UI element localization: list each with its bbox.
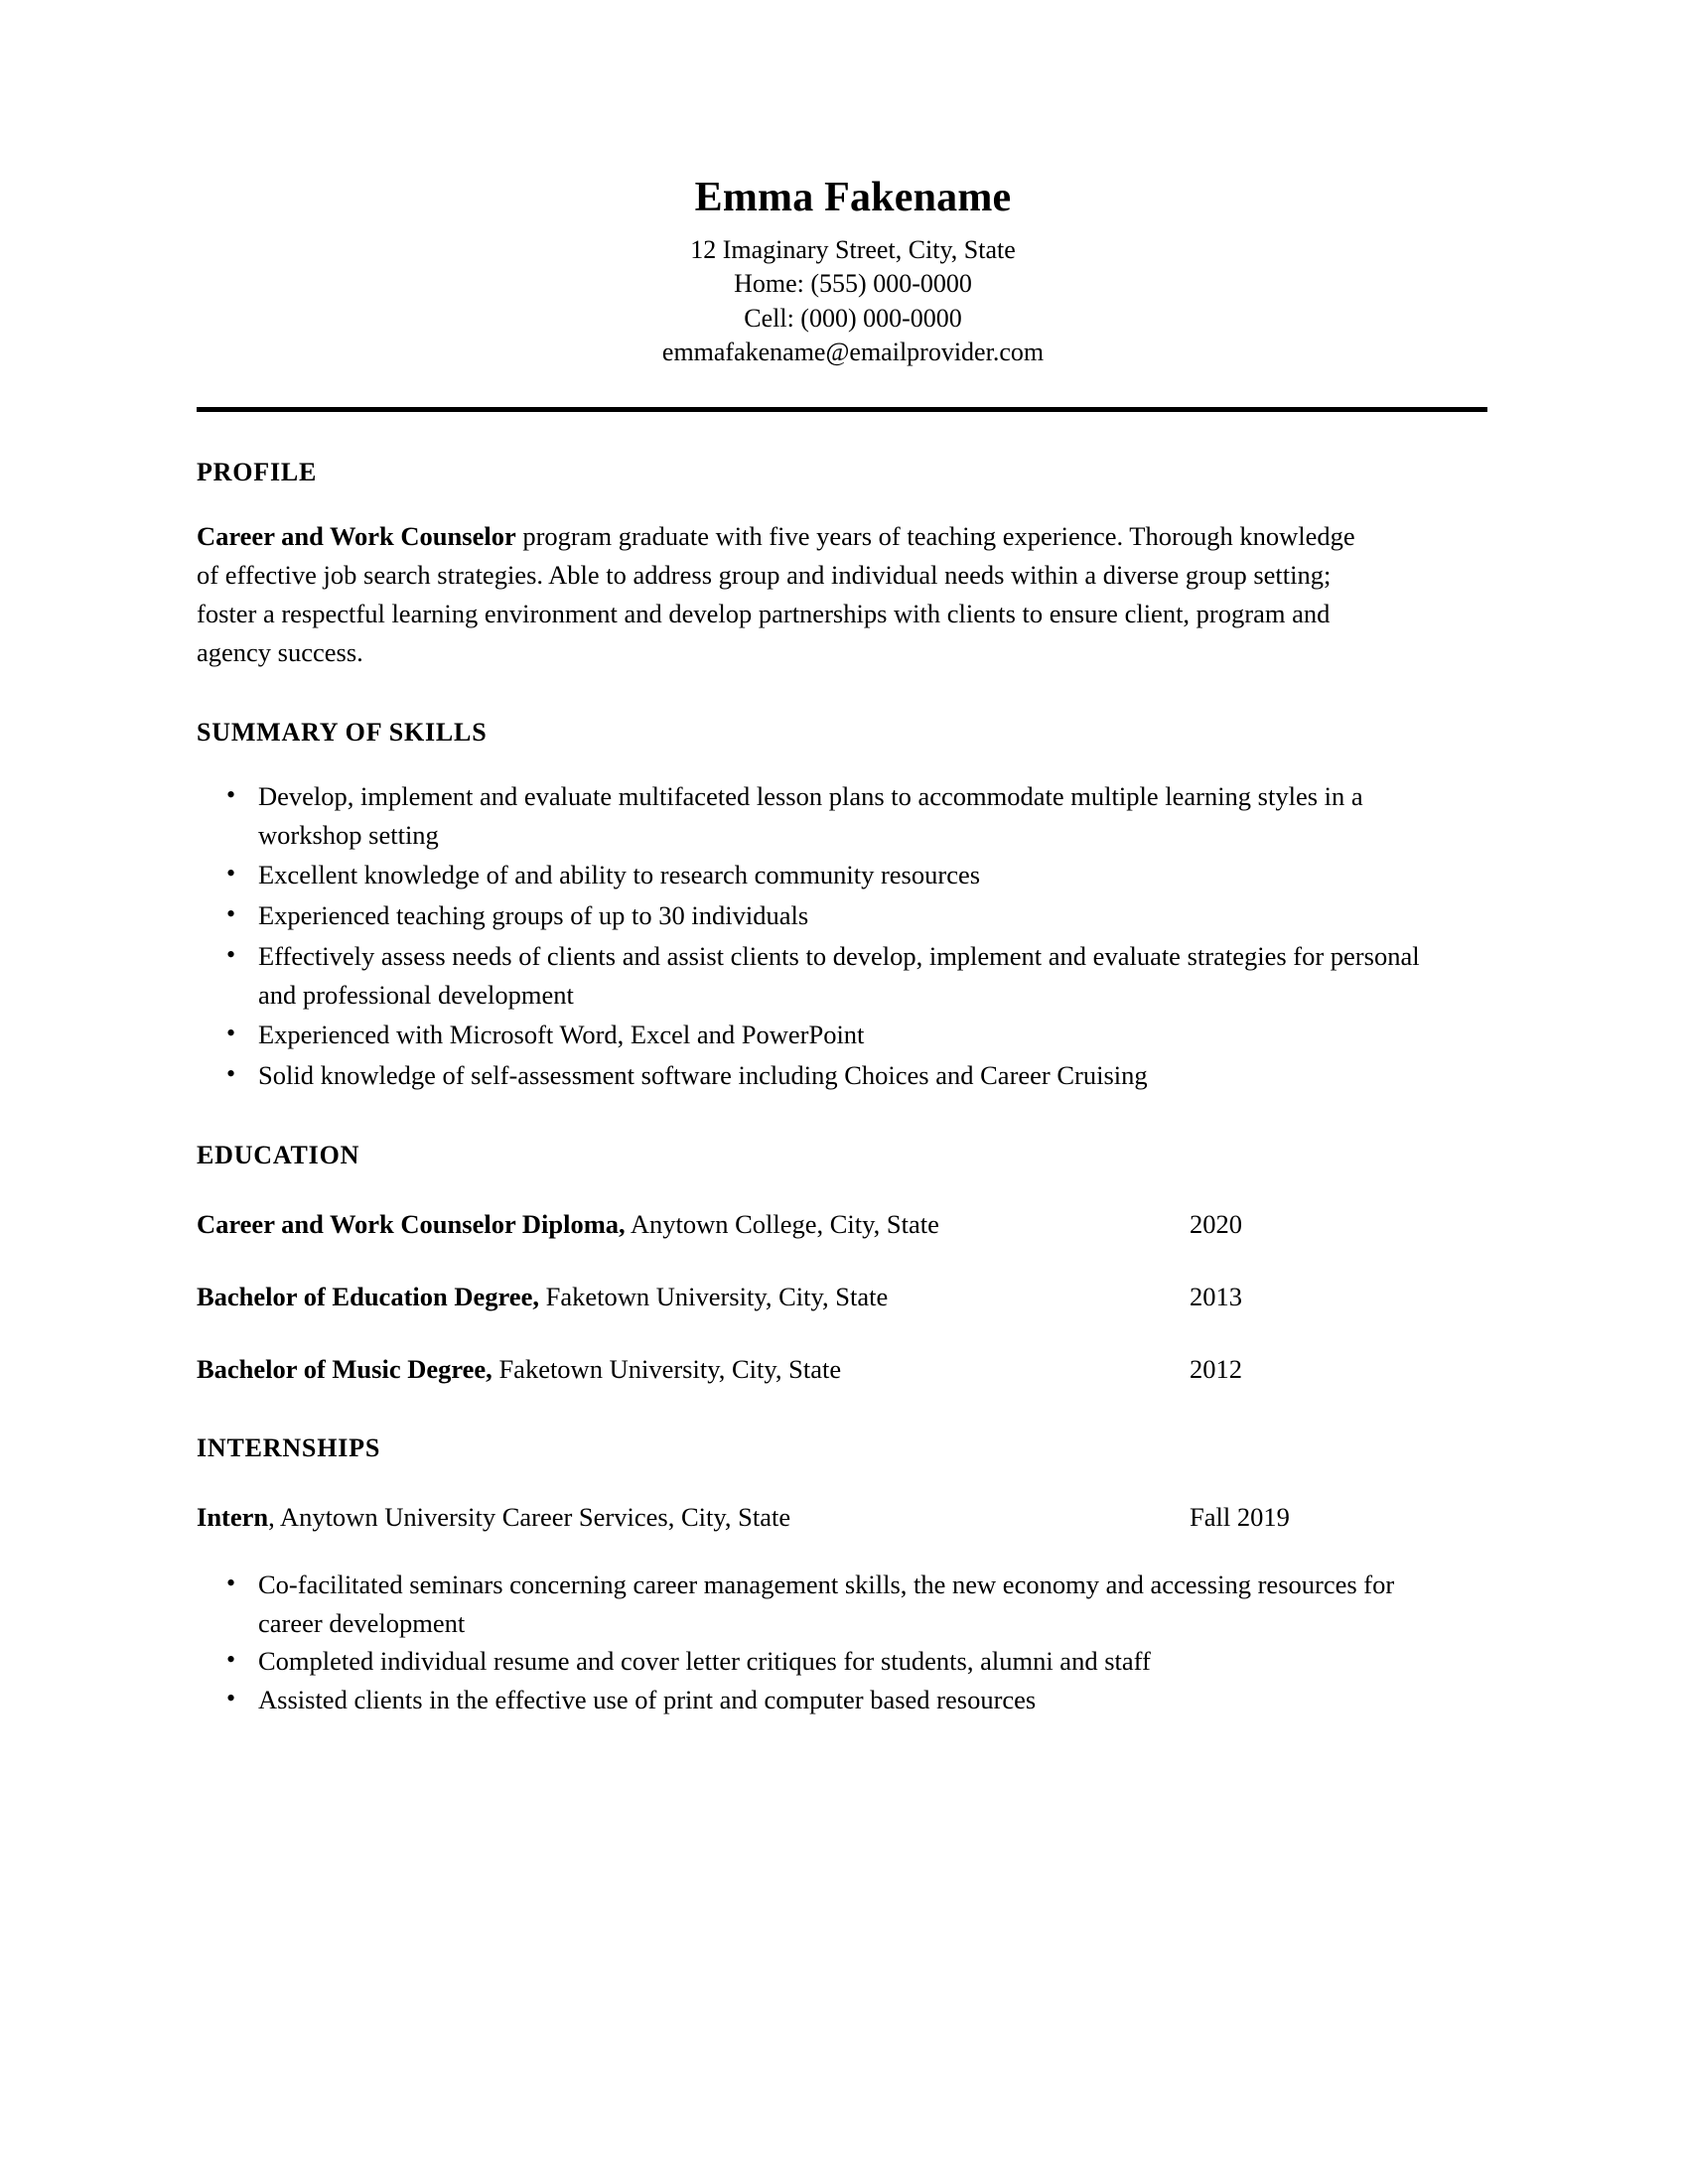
- education-entry-text: [197, 1279, 1190, 1315]
- internship-organization: , Anytown University Career Services, City, State: [268, 1501, 791, 1532]
- section-profile: [197, 458, 1487, 672]
- education-entry-text: [197, 1206, 1190, 1243]
- list-item: • Co-facilitated seminars concerning career management skills, the new economy and accessing resources for career development: [197, 1566, 1430, 1642]
- candidate-email: emmafakename@emailprovider.com: [661, 337, 1045, 366]
- resume-content: [197, 174, 1487, 1719]
- header-divider: [197, 407, 1487, 412]
- education-institution: Faketown University, City, State: [492, 1353, 842, 1384]
- education-entry: [197, 1351, 1487, 1388]
- profile-body: program graduate with five years of teaching experience. Thorough knowledge of effective job search strategies. Able to address group and individual needs within a diverse group setting; foster a respectful learning environment and develop partnerships with clients to ensure client, program and agency success.: [197, 521, 1355, 668]
- list-item: • Assisted clients in the effective use of print and computer based resources: [197, 1681, 1430, 1719]
- list-item: • Excellent knowledge of and ability to research community resources: [197, 856, 1430, 894]
- section-title-internships: INTERNSHIPS: [197, 1433, 381, 1462]
- profile-paragraph: [197, 517, 1368, 672]
- section-education: [197, 1141, 1487, 1388]
- resume-header: [197, 174, 1487, 412]
- internship-duties-list: [197, 1566, 1487, 1719]
- internship-role: Intern: [197, 1501, 269, 1532]
- education-year: 2012: [1190, 1353, 1242, 1384]
- section-title-education: EDUCATION: [197, 1140, 360, 1169]
- list-item: • Experienced teaching groups of up to 30 individuals: [197, 896, 1430, 935]
- candidate-address: 12 Imaginary Street, City, State: [690, 235, 1016, 264]
- section-title-profile: PROFILE: [197, 458, 318, 487]
- list-item: • Effectively assess needs of clients and assist clients to develop, implement and evaluate strategies for personal and professional development: [197, 937, 1430, 1014]
- education-institution: Faketown University, City, State: [538, 1281, 889, 1311]
- candidate-cell-phone: Cell: (000) 000-0000: [744, 303, 962, 333]
- list-item: • Experienced with Microsoft Word, Excel and PowerPoint: [197, 1016, 1430, 1054]
- education-entry-text: [197, 1351, 1190, 1388]
- internship-entry: [197, 1499, 1487, 1536]
- section-title-skills: SUMMARY OF SKILLS: [197, 718, 488, 748]
- education-year: 2013: [1190, 1281, 1242, 1311]
- candidate-name: Emma Fakename: [694, 175, 1012, 220]
- internship-entry-text: [197, 1499, 1190, 1536]
- education-entry: [197, 1206, 1487, 1243]
- education-institution: Anytown College, City, State: [625, 1208, 939, 1239]
- section-skills: [197, 718, 1487, 1095]
- education-year: 2020: [1190, 1208, 1242, 1239]
- section-internships: [197, 1433, 1487, 1719]
- internship-date: Fall 2019: [1190, 1501, 1290, 1532]
- candidate-home-phone: Home: (555) 000-0000: [734, 269, 972, 299]
- education-degree: Bachelor of Music Degree,: [197, 1353, 492, 1384]
- education-entry: [197, 1279, 1487, 1315]
- list-item: • Completed individual resume and cover letter critiques for students, alumni and staff: [197, 1642, 1430, 1681]
- education-degree: Bachelor of Education Degree,: [197, 1281, 539, 1311]
- profile-lead: Career and Work Counselor: [197, 521, 516, 552]
- list-item: • Develop, implement and evaluate multifaceted lesson plans to accommodate multiple learning styles in a workshop setting: [197, 777, 1430, 854]
- list-item: • Solid knowledge of self-assessment software including Choices and Career Cruising: [197, 1056, 1430, 1095]
- skills-list: [197, 777, 1487, 1095]
- education-degree: Career and Work Counselor Diploma,: [197, 1208, 626, 1239]
